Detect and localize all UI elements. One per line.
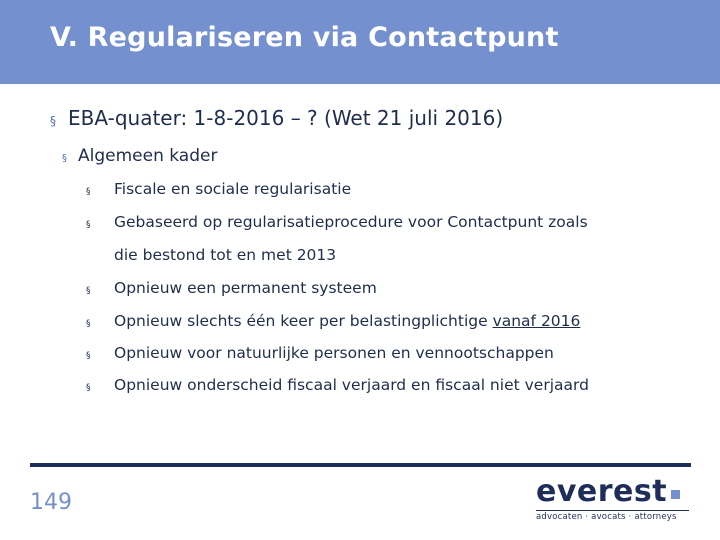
bullet-level2 [62,146,217,166]
bullet-text: Opnieuw voor natuurlijke personen en vennootschappen [114,344,554,362]
logo-tagline: advocaten · avocats · attorneys [536,510,689,522]
bullet-marker: § [86,383,91,393]
bullet-marker: § [50,114,56,128]
bullet-marker: § [86,286,91,296]
bullet-text: Algemeen kader [78,146,218,166]
everest-logo [536,474,696,527]
bullet-level3 [86,213,588,231]
bullet-text: Fiscale en sociale regularisatie [114,180,352,198]
bullet-text: EBA-quater: 1-8-2016 – ? (Wet 21 juli 2016) [68,106,504,130]
bullet-level1 [50,106,503,130]
bullet-marker: § [62,153,67,164]
logo-word: everest [536,474,668,509]
bullet-text: Opnieuw onderscheid fiscaal verjaard en fiscaal niet verjaard [114,376,589,394]
bullet-level3 [86,180,351,198]
bullet-marker: § [86,187,91,197]
bullet-text: Opnieuw een permanent systeem [114,279,377,297]
bullet-marker: § [86,319,91,329]
footer-divider [30,463,691,467]
bullet-level3 [86,312,580,330]
bullet-text-plain: Opnieuw slechts één keer per belastingplichtige [114,312,493,330]
title-bar [0,0,720,84]
logo-wordmark [536,474,696,509]
bullet-continuation: die bestond tot en met 2013 [114,246,337,264]
bullet-text [114,312,580,330]
bullet-text-underlined: vanaf 2016 [492,312,581,330]
bullet-level3 [86,279,377,297]
bullet-marker: § [86,220,91,230]
bullet-text: Gebaseerd op regularisatieprocedure voor Contactpunt zoals [114,213,588,231]
bullet-level3 [86,376,589,394]
slide-title: V. Regulariseren via Contactpunt [50,22,559,53]
bullet-marker: § [86,351,91,361]
page-number: 149 [30,490,72,515]
bullet-level3 [86,344,554,362]
logo-square-icon [671,490,680,499]
